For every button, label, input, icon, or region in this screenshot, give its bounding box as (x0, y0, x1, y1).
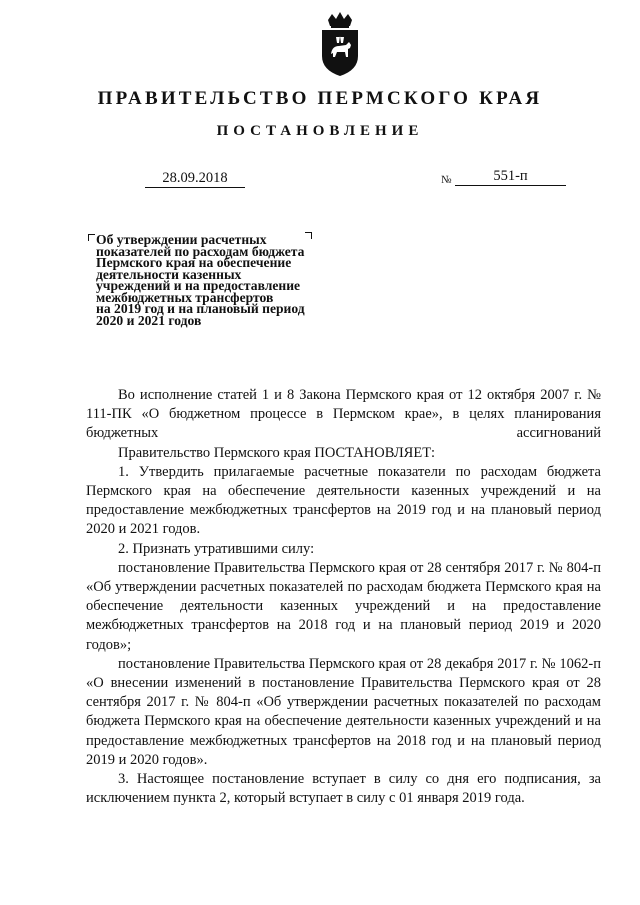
subject-line: Об утверждении расчетных (96, 232, 267, 247)
subject-line: учреждений и на предоставление (96, 278, 301, 293)
subject-line: межбюджетных трансфертов (96, 289, 274, 305)
paragraph-repealed-1: постановление Правительства Пермского края от 28 сентября 2017 г. № 804-п «Об утверждении расчетных показателей по расходам бюджета Пермского края на обеспечение деятельности казенных учреждений и на предоставление межбюджетных трансфертов на 2018 год и на плановый период 2019 и 2020 годов»; (86, 559, 601, 653)
subject-corner-left (88, 234, 95, 241)
paragraph-preamble: Во исполнение статей 1 и 8 Закона Пермского края от 12 октября 2007 г. № 111-ПК «О бюджетном процессе в Пермском крае», в целях планирования бюджетных ассигнований (86, 387, 601, 442)
subject-line: деятельности казенных (96, 266, 242, 282)
document-date: 28.09.2018 (145, 170, 245, 188)
subject-line: показателей по расходам бюджета (96, 243, 305, 259)
perm-krai-coat-of-arms-icon (320, 12, 360, 78)
number-sign: № (441, 174, 452, 186)
subject-line: 2020 и 2021 годов (96, 312, 202, 328)
paragraph-repealed-2: постановление Правительства Пермского края от 28 декабря 2017 г. № 1062-п «О внесении изменений в постановление Правительства Пермского края от 28 сентября 2017 г. № 804-п «Об утверждении расчетных показателей по расходам бюджета Пермского края на обеспечение деятельности казенных учреждений и на предоставление межбюджетных трансфертов на 2018 год и на плановый период 2019 и 2020 годов». (86, 655, 601, 768)
subject-line: Пермского края на обеспечение (96, 255, 292, 270)
subject-line: на 2019 год и на плановый период (96, 301, 305, 316)
document-subject (96, 234, 346, 326)
paragraph-resolves: Правительство Пермского края ПОСТАНОВЛЯЕТ: (118, 444, 436, 461)
document-number: 551-п (455, 168, 566, 186)
document-body (86, 386, 601, 808)
paragraph-item-3: 3. Настоящее постановление вступает в силу со дня его подписания, за исключением пункта 2, который вступает в силу с 01 января 2019 года. (86, 771, 601, 807)
document-type: ПОСТАНОВЛЕНИЕ (216, 123, 424, 139)
paragraph-item-1: 1. Утвердить прилагаемые расчетные показатели по расходам бюджета Пермского края на обеспечение деятельности казенных учреждений и на предоставление межбюджетных трансфертов на 2019 год и на плановый период 2020 и 2021 годов. (86, 463, 601, 538)
government-title: ПРАВИТЕЛЬСТВО ПЕРМСКОГО КРАЯ (97, 88, 543, 109)
paragraph-item-2: 2. Признать утратившими силу: (118, 540, 315, 557)
